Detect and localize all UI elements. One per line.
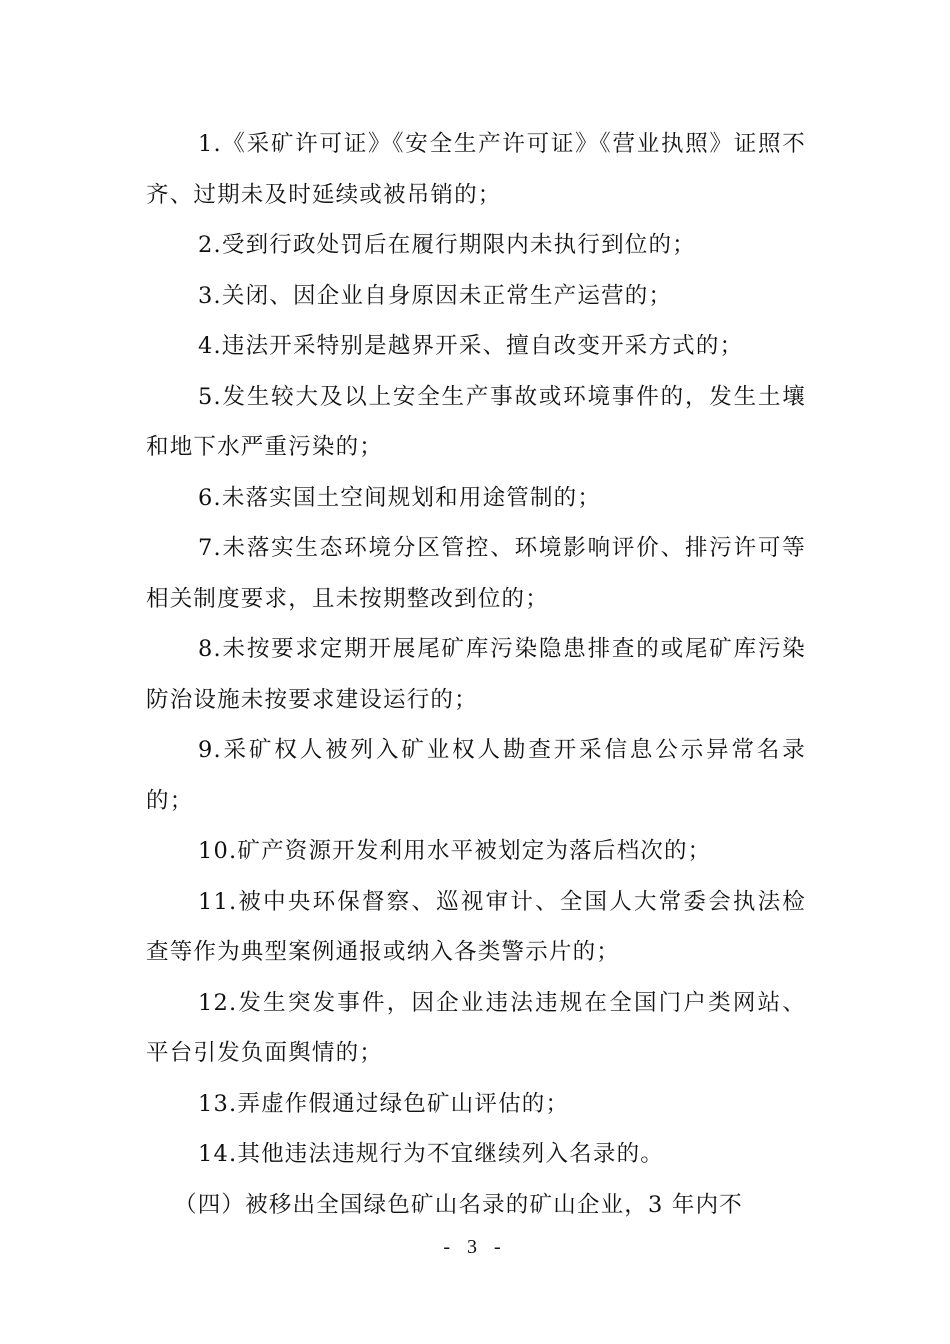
list-item-6: 6.未落实国土空间规划和用途管制的； [198,484,602,511]
list-item-9: 9.采矿权人被列入矿业权人勘查开采信息公示异常名录的； [146,737,806,814]
list-item-3: 3.关闭、因企业自身原因未正常生产运营的； [198,282,673,309]
list-item-11: 11.被中央环保督察、巡视审计、全国人大常委会执法检查等作为典型案例通报或纳入各类警示片的； [146,888,806,965]
list-item-13: 13.弄虚作假通过绿色矿山评估的； [198,1090,570,1117]
list-item-7: 7.未落实生态环境分区管控、环境影响评价、排污许可等相关制度要求，且未按期整改到位的； [146,535,806,612]
section-paragraph-4: （四）被移出全国绿色矿山名录的矿山企业，3 年内不 [174,1191,743,1218]
list-item-5: 5.发生较大及以上安全生产事故或环境事件的，发生土壤和地下水严重污染的； [146,383,806,460]
list-item-12: 12.发生突发事件，因企业违法违规在全国门户类网站、平台引发负面舆情的； [146,989,806,1066]
page-number: - 3 - [443,1236,507,1258]
list-item-8: 8.未按要求定期开展尾矿库污染隐患排查的或尾矿库污染防治设施未按要求建设运行的； [146,636,806,713]
list-item-14: 14.其他违法违规行为不宜继续列入名录的。 [198,1141,664,1167]
list-item-1: 1.《采矿许可证》《安全生产许可证》《营业执照》证照不齐、过期未及时延续或被吊销的； [146,131,806,208]
list-item-2: 2.受到行政处罚后在履行期限内未执行到位的； [198,232,696,258]
list-item-4: 4.违法开采特别是越界开采、擅自改变开采方式的； [198,333,744,359]
list-item-10: 10.矿产资源开发利用水平被划定为落后档次的； [198,838,712,864]
document-body [146,119,806,1230]
